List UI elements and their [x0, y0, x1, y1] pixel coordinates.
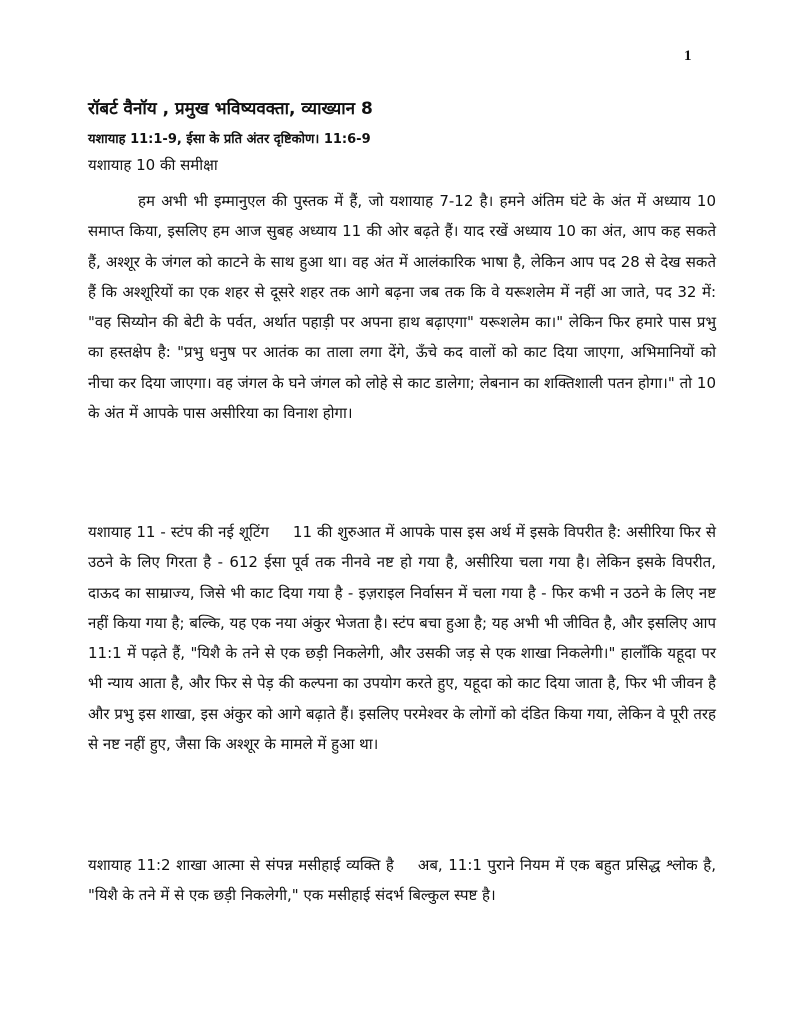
page-number: 1: [684, 48, 692, 64]
paragraph-3-text: अब, 11:1 पुराने नियम में एक बहुत प्रसिद्ध श्लोक है, "यिशै के तने में से एक छड़ी निकलेगी," एक मसीहाई संदर्भ बिल्कुल स्पष्ट है।: [88, 856, 716, 905]
paragraph-2-text: 11 की शुरुआत में आपके पास इस अर्थ में इसके विपरीत है: असीरिया फिर से उठने के लिए गिरता है - 612 ईसा पूर्व तक नीनवे नष्ट हो गया है, असीरिया चला गया है। लेकिन इसके विपरीत, दाऊद का साम्राज्य, जिसे भी काट दिया गया है - इज़राइल निर्वासन में चला गया है - फिर कभी न उठने के लिए नष्ट नहीं किया गया है; बल्कि, यह एक नया अंकुर भेजता है। स्टंप बचा हुआ है; यह अभी भी जीवित है, और इसलिए आप 11:1 में पढ़ते हैं, "यिशै के तने से एक छड़ी निकलेगी, और उसकी जड़ से एक शाखा निकलेगी।" हालाँकि यहूदा पर भी न्याय आता है, और फिर से पेड़ की कल्पना का उपयोग करते हुए, यहूदा को काट दिया जाता है, फिर भी जीवन है और प्रभु इस शाखा, इस अंकुर को आगे बढ़ाते हैं। इसलिए परमेश्वर के लोगों को दंडित किया गया, लेकिन वे पूरी तरह से नष्ट नहीं हुए, जैसा कि अश्शूर के मामले में हुआ था।: [88, 523, 716, 754]
document-subtitle: यशायाह 11:1-9, ईसा के प्रति अंतर दृष्टिकोण। 11:6-9: [88, 132, 371, 147]
paragraph-2: [88, 517, 716, 759]
paragraph-3-heading: यशायाह 11:2 शाखा आत्मा से संपन्न मसीहाई व्यक्ति है: [88, 856, 394, 874]
section-heading: यशायाह 10 की समीक्षा: [88, 156, 218, 174]
paragraph-2-heading: यशायाह 11 - स्टंप की नई शूटिंग: [88, 523, 269, 541]
document-title: रॉबर्ट वैनॉय , प्रमुख भविष्यवक्ता, व्याख्यान 8: [88, 99, 373, 119]
paragraph-1: हम अभी भी इम्मानुएल की पुस्तक में हैं, जो यशायाह 7-12 है। हमने अंतिम घंटे के अंत में अध्याय 10 समाप्त किया, इसलिए हम आज सुबह अध्याय 11 की ओर बढ़ते हैं। याद रखें अध्याय 10 का अंत, आप कह सकते हैं, अश्शूर के जंगल को काटने के साथ हुआ था। वह अंत में आलंकारिक भाषा है, लेकिन आप पद 28 से देख सकते हैं कि अश्शूरियों का एक शहर से दूसरे शहर तक आगे बढ़ना जब तक कि वे यरूशलेम में नहीं आ जाते, पद 32 में: "वह सिय्योन की बेटी के पर्वत, अर्थात पहाड़ी पर अपना हाथ बढ़ाएगा" यरूशलेम का।" लेकिन फिर हमारे पास प्रभु का हस्तक्षेप है: "प्रभु धनुष पर आतंक का ताला लगा देंगे, ऊँचे कद वालों को काट दिया जाएगा, अभिमानियों को नीचा कर दिया जाएगा। वह जंगल के घने जंगल को लोहे से काट डालेगा; लेबनान का शक्तिशाली पतन होगा।" तो 10 के अंत में आपके पास असीरिया का विनाश होगा।: [88, 192, 716, 423]
paragraph-3: [88, 850, 716, 911]
